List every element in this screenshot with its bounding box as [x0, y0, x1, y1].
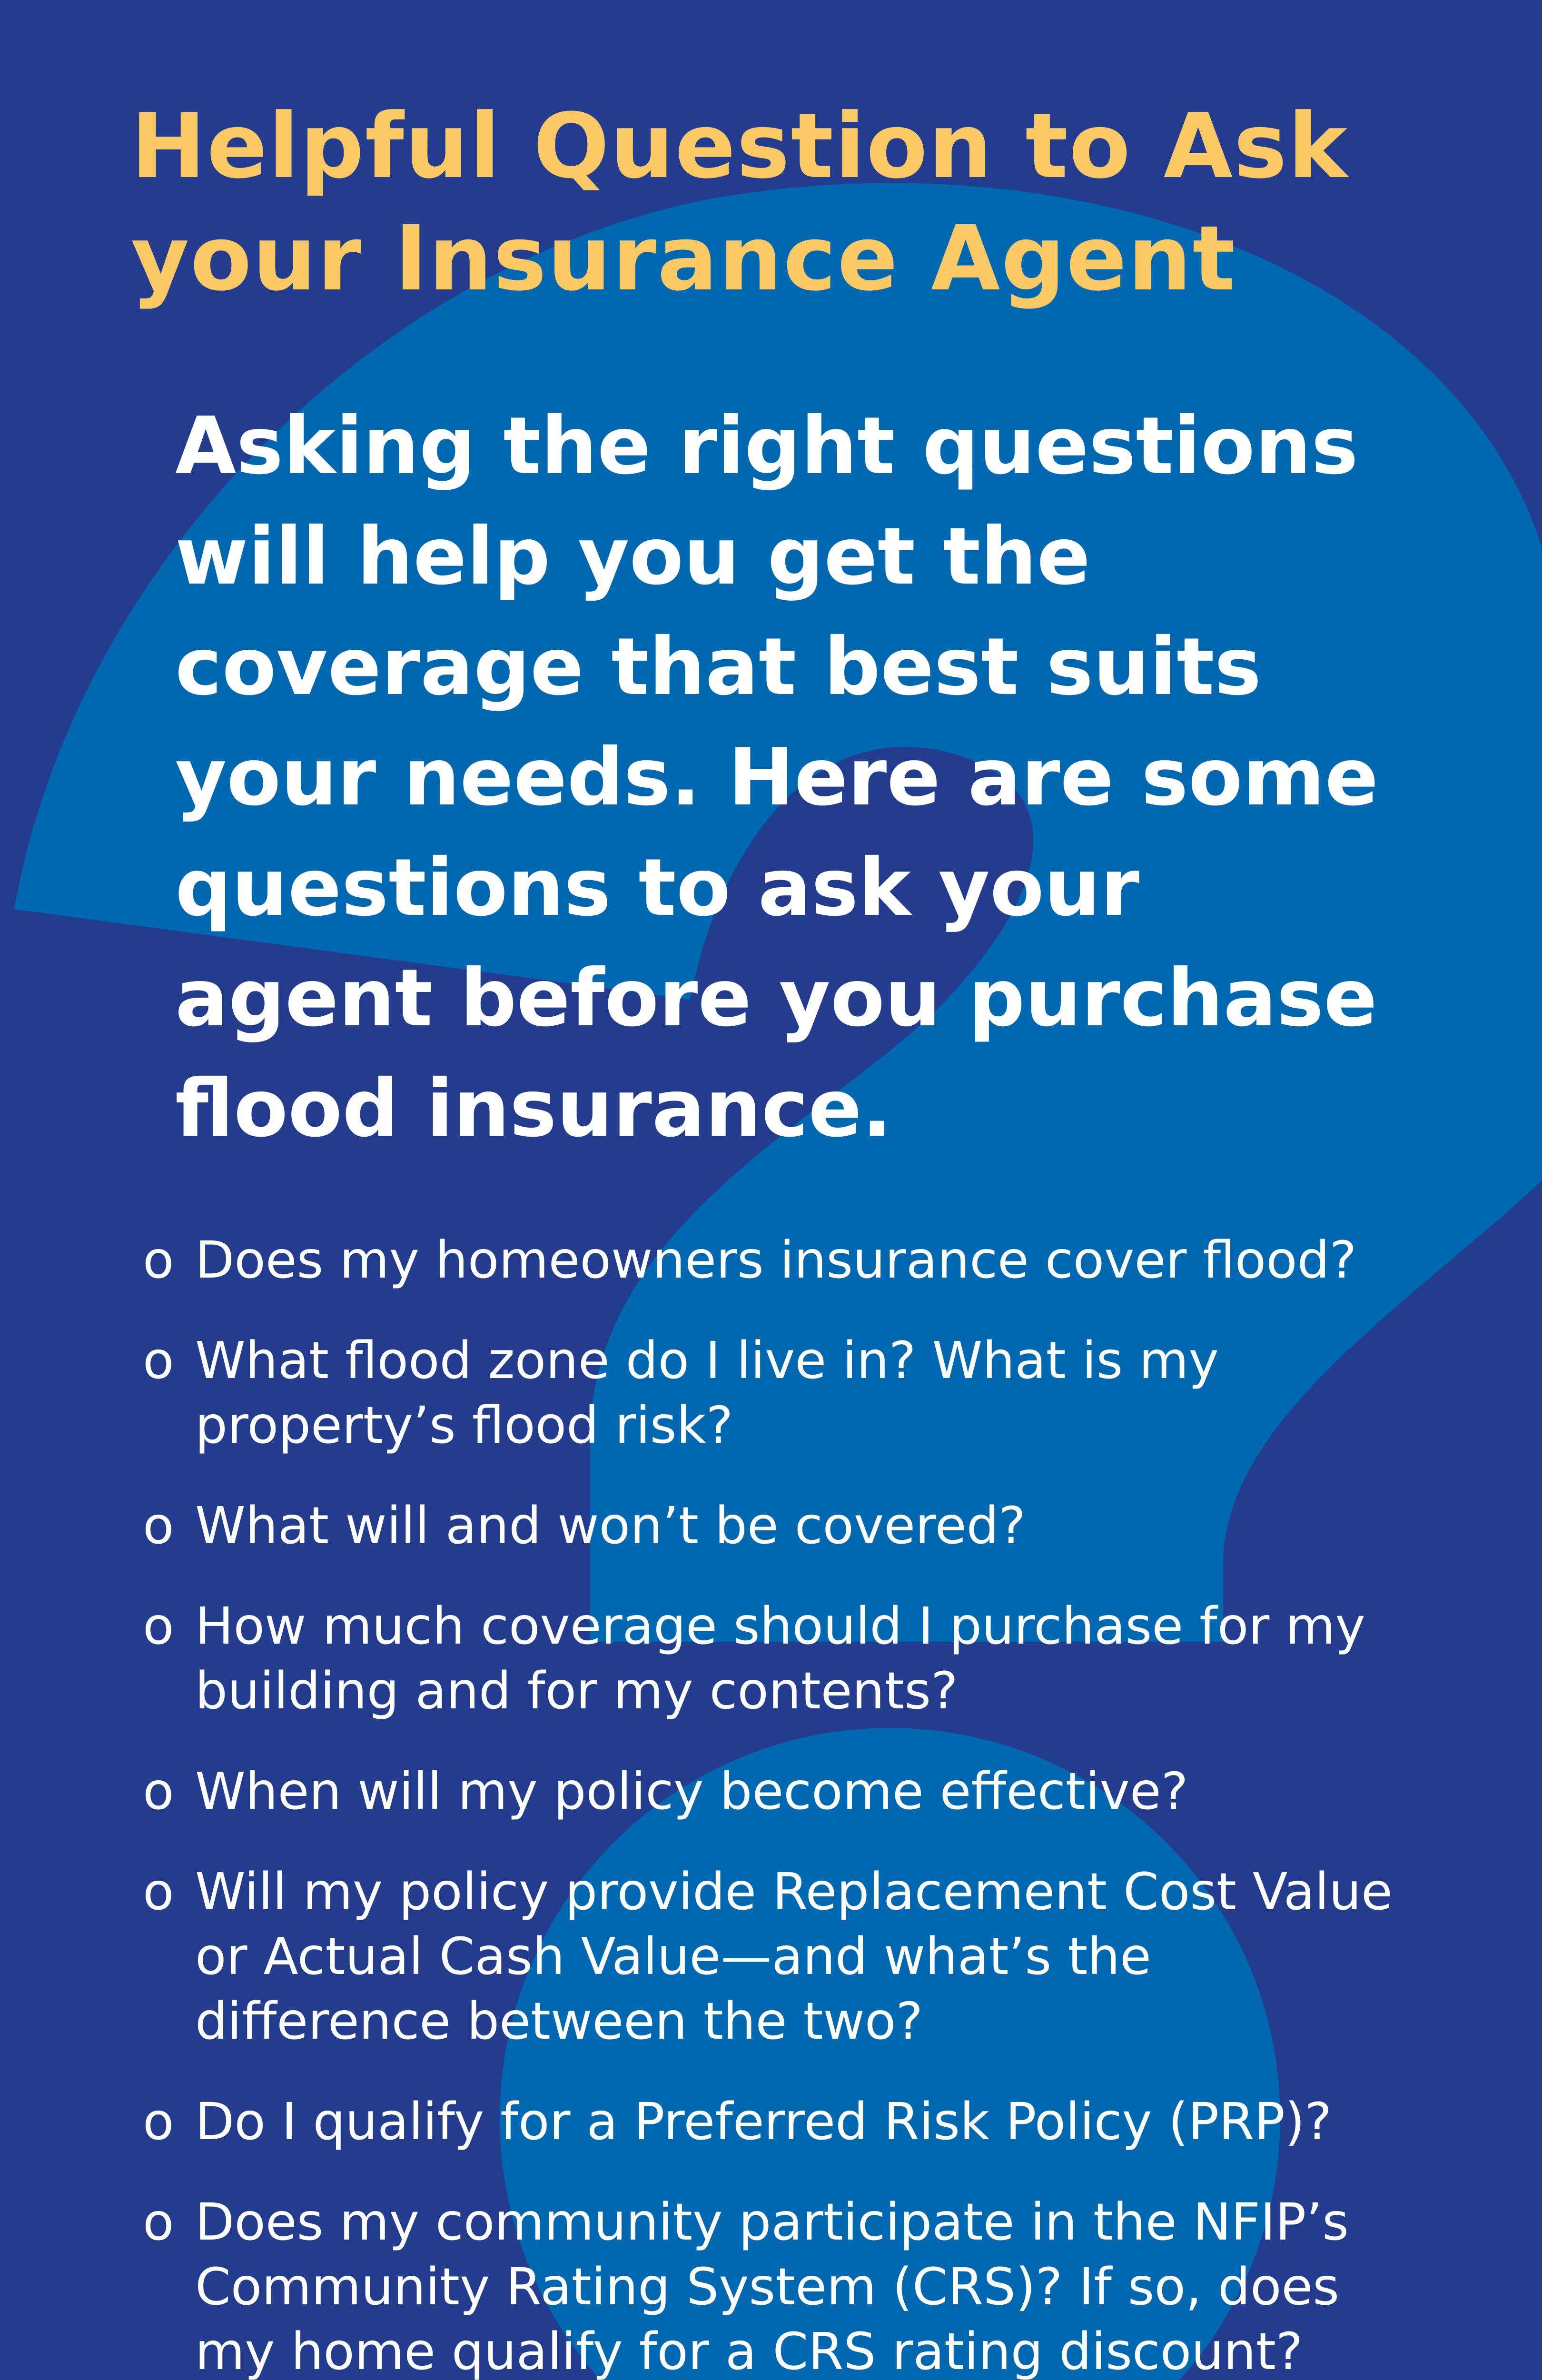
question-item-2 — [143, 1329, 1418, 1458]
title-line-1: Helpful Question to Ask — [131, 94, 1349, 198]
question-text: Will my policy provide Replacement Cost Value or Actual Cash Value—and what’s the difference between the two? — [195, 1863, 1393, 2051]
question-item-4 — [143, 1594, 1418, 1724]
bullet: o — [143, 1597, 174, 1656]
bullet: o — [143, 1231, 174, 1290]
bullet: o — [143, 2092, 174, 2152]
question-item-7 — [143, 2090, 1418, 2154]
question-item-5 — [143, 1759, 1418, 1824]
title-line-2: your Insurance Agent — [131, 207, 1236, 311]
question-item-3 — [143, 1494, 1418, 1558]
page-title — [131, 90, 1511, 315]
question-list — [143, 1228, 1418, 2380]
bullet: o — [143, 2193, 174, 2252]
question-text: Do I qualify for a Preferred Risk Policy (PRP)? — [195, 2092, 1332, 2152]
bullet: o — [143, 1863, 174, 1922]
question-item-6 — [143, 1860, 1418, 2054]
question-text: What flood zone do I live in? What is my property’s flood risk? — [195, 1331, 1219, 1455]
question-item-1 — [143, 1228, 1418, 1293]
question-text: How much coverage should I purchase for my building and for my contents? — [195, 1597, 1365, 1721]
question-text: Does my community participate in the NFIP’s Community Rating System (CRS)? If so, does my home qualify for a CRS rating discount? — [195, 2193, 1349, 2380]
question-text: What will and won’t be covered? — [195, 1497, 1026, 1556]
bullet: o — [143, 1497, 174, 1556]
bullet: o — [143, 1331, 174, 1390]
question-text: When will my policy become effective? — [195, 1762, 1188, 1821]
question-item-8 — [143, 2190, 1418, 2380]
question-text: Does my homeowners insurance cover flood? — [195, 1231, 1357, 1290]
bullet: o — [143, 1762, 174, 1821]
intro-text: Asking the right questions will help you get the coverage that best suits your needs. Here are some questions to ask your agent before you purchase flood insurance. — [175, 400, 1379, 1155]
